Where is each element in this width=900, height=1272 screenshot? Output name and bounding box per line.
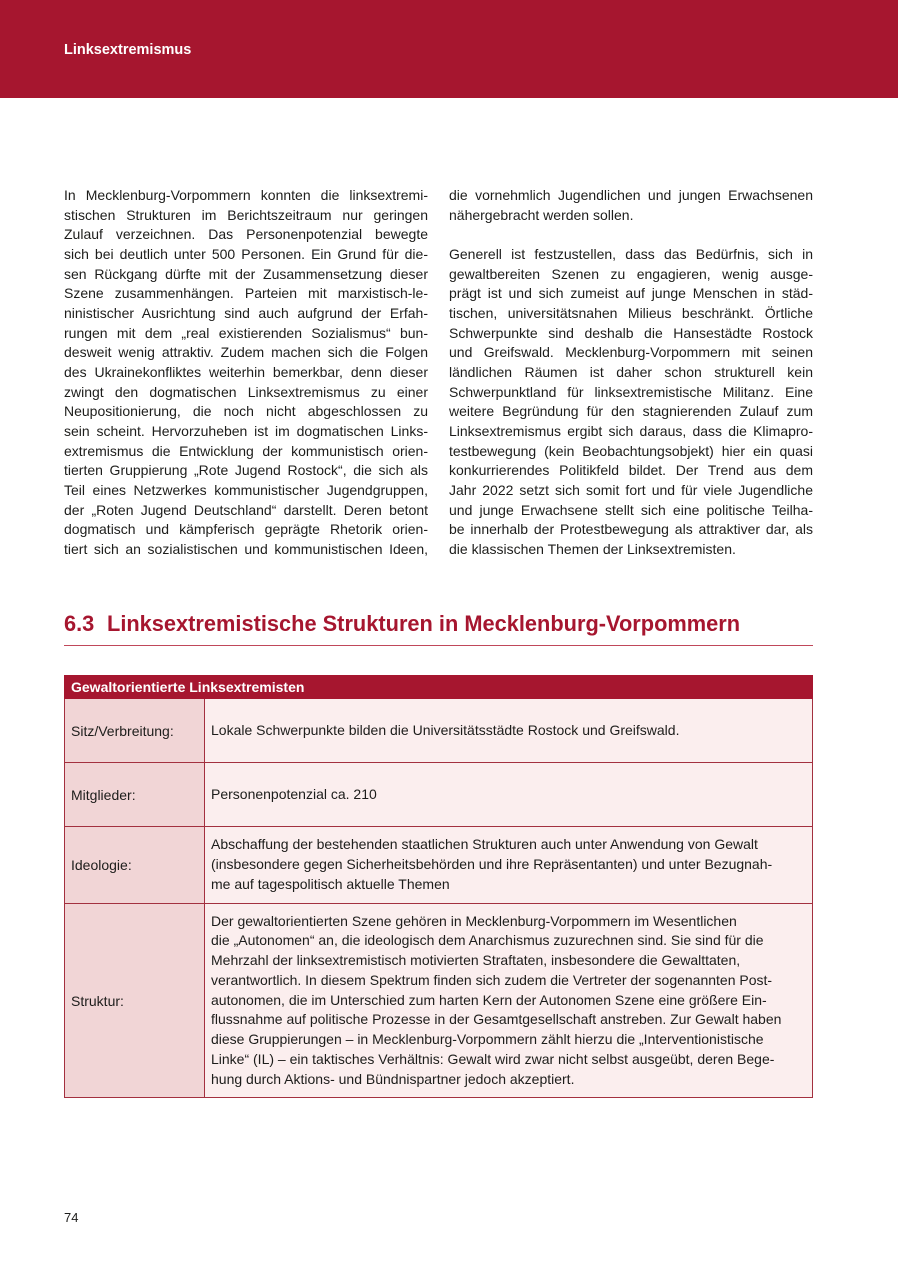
body-text-line: sein scheint. Hervorzuheben ist im dogmatischen Links- [64,422,428,439]
body-text-line: sen Rückgang dürfte mit der Zusammensetzung dieser [64,265,428,282]
body-text-line: sich bei deutlich unter 500 Personen. Ein Grund für die- [64,245,428,262]
body-text-line: ländlichen Räumen ist daher schon strukturell kein [449,363,813,380]
section-title: Linksextremistische Strukturen in Mecklenburg-Vorpommern [107,611,741,636]
body-text-line: der „Roten Jugend Deutschland“ darstellt. Deren betont [64,501,428,518]
paragraph-spacer [449,225,813,245]
body-text-line: Jahr 2022 setzt sich somit fort und für viele Jugendliche [449,481,813,498]
table-row [64,699,813,763]
row-value-line: Lokale Schwerpunkte bilden die Universitätsstädte Rostock und Greifswald. [211,721,680,738]
row-value-line: die „Autonomen“ an, die ideologisch dem Anarchismus zuzurechnen sind. Sie sind für die [211,932,764,949]
body-text-line: die klassischen Themen der Linksextremisten. [449,540,736,557]
section-number: 6.3 [64,611,95,636]
body-text-line: tierten Gruppierung „Rote Jugend Rostock“, die sich als [64,462,428,479]
row-value-line: autonomen, die im Unterschied zum harten Kern der Autonomen Szene eine größere Ein- [211,991,767,1008]
body-text-line: die vornehmlich Jugendlichen und jungen Erwachsenen [449,187,813,203]
section-heading [64,611,740,637]
body-text-line: Szene zusammenhängen. Parteien mit marxistisch-le- [64,285,428,302]
header-band [0,0,898,98]
body-text-line: gewaltbereiten Szenen zu engagieren, wenig ausge- [449,265,813,282]
row-value-line: (insbesondere gegen Sicherheitsbehörden und ihre Repräsentanten) und unter Bezugnah- [211,856,773,873]
section-heading-rule [64,645,813,646]
row-label: Ideologie: [65,827,205,903]
table-row [64,904,813,1098]
row-value [205,699,812,762]
body-text-line: Zulauf verzeichnen. Das Personenpotenzial bewegte [64,226,428,243]
body-text-line: rungen mit dem „real existierenden Sozialismus“ bun- [64,324,428,341]
row-value-line: flussnahme auf politische Prozesse in der Gesamtgesellschaft anstreben. Zur Gewalt haben [211,1011,782,1028]
running-header-title: Linksextremismus [64,42,192,58]
row-label: Mitglieder: [65,763,205,826]
body-text-line: zwingt den dogmatischen Linksextremismus zu einer [64,383,428,400]
body-text-line: Generell ist festzustellen, dass das Bedürfnis, sich in [449,245,813,262]
body-column-left [64,186,428,559]
table-row [64,763,813,827]
row-value-line: Linke“ (IL) – ein taktisches Verhältnis: Gewalt wird zwar nicht selbst ausgeübt, deren Bege- [211,1050,775,1067]
row-value-line: diese Gruppierungen – in Mecklenburg-Vorpommern zählt hierzu die „Interventionistische [211,1031,764,1048]
body-text-line: prägt ist und sich zumeist auf junge Menschen in städ- [449,285,813,302]
body-text-line: dogmatisch und kämpferisch geprägte Rhetorik orien- [64,521,428,538]
row-value [205,827,812,903]
body-text-line: Neupositionierung, die noch nicht abgeschlossen zu [64,403,428,420]
body-text-line: In Mecklenburg-Vorpommern konnten die linksextremi- [64,187,428,203]
body-text-line: tiert sich an sozialistischen und kommunistischen Ideen, [64,540,428,557]
row-value-line: hung durch Aktions- und Bündnispartner jedoch akzeptiert. [211,1070,575,1087]
body-text-line: ninistischer Ausrichtung sind auch aufgrund der Erfah- [64,304,428,321]
body-text-line: des Ukrainekonfliktes weiterhin bemerkbar, denn dieser [64,363,428,380]
page-number: 74 [64,1210,79,1225]
info-table [64,675,813,1098]
body-text-line: und junge Erwachsene stellt sich eine politische Teilha- [449,501,813,518]
row-value-line: Personenpotenzial ca. 210 [211,785,377,802]
body-text-line: Teil eines Netzwerkes kommunistischer Jugendgruppen, [64,481,428,498]
table-header: Gewaltorientierte Linksextremisten [64,675,813,699]
row-value [205,904,812,1097]
row-value-line: Mehrzahl der linksextremistisch motivierten Straftaten, insbesondere die Gewalttaten, [211,952,741,969]
body-column-right [449,186,813,559]
row-value-line: me auf tagespolitisch aktuelle Themen [211,875,450,892]
row-value-line: Der gewaltorientierten Szene gehören in Mecklenburg-Vorpommern im Wesentlichen [211,912,737,929]
body-text-line: konkurrierendes Politikfeld bildet. Der Trend aus dem [449,462,813,479]
body-text-line: testbewegung (kein Beobachtungsobjekt) hier ein quasi [449,442,813,459]
body-text-line: Schwerpunkte sind deshalb die Hansestädte Rostock [449,324,813,341]
row-value [205,763,812,826]
row-value-line: verantwortlich. In diesem Spektrum finden sich zudem die Vertreter der sogenannten Post- [211,971,773,988]
table-row [64,827,813,904]
body-text-line: desweit wenig attraktiv. Zudem machen sich die Folgen [64,344,428,361]
body-text-line: be innerhalb der Protestbewegung als attraktiver dar, als [449,521,813,538]
row-label: Sitz/Verbreitung: [65,699,205,762]
row-label: Struktur: [65,904,205,1097]
body-text-line: nähergebracht werden sollen. [449,206,634,223]
paragraph [449,245,813,560]
row-value-line: Abschaffung der bestehenden staatlichen Strukturen auch unter Anwendung von Gewalt [211,836,758,853]
body-text-line: extremismus die Entwicklung der kommunistisch orien- [64,442,428,459]
body-text-line: weitere Begründung für den stagnierenden Zulauf zum [449,403,813,420]
body-text-line: und Greifswald. Mecklenburg-Vorpommern mit seinen [449,344,813,361]
body-text-line: Linksextremismus ergibt sich daraus, dass die Klimapro- [449,422,813,439]
paragraph [449,186,813,225]
body-text-line: stischen Strukturen im Berichtszeitraum nur geringen [64,206,428,223]
body-text-line: Schwerpunktland für linksextremistische Militanz. Eine [449,383,813,400]
body-text-line: tischen, universitätsnahen Milieus beschränkt. Örtliche [449,304,813,321]
